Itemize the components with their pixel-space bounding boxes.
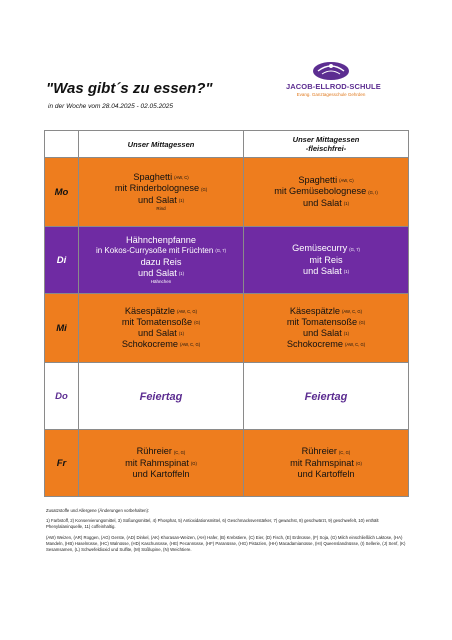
school-logo: [286, 60, 381, 102]
allergen-tag: (1): [343, 331, 349, 337]
meal-line: und Kartoffeln: [297, 468, 355, 479]
meal-line: Rühreier: [301, 446, 337, 457]
allergen-tag: (G, 7): [215, 248, 227, 254]
meal-line: Spaghetti: [133, 172, 173, 183]
allergen-tag: (AW, C, G): [180, 342, 201, 348]
meal-cell-vegetarian: [244, 430, 409, 497]
holiday-label: Feiertag: [304, 391, 348, 403]
additives-list: 1) Farbstoff, 2) Konservierungsmittel, 3) Süßungsmittel, 4) Phosphat, 5) Antioxidationsmittel, 6) Geschmacksverstärker, 7) gewachst, 8) geschwärzt, 9) geschwefelt, 10) enthält Phenylalaninquelle, 11) coffeinhaltig.: [46, 518, 379, 530]
allergen-tag: (G): [201, 186, 208, 192]
header-col-vegetarian-label: Unser Mittagessen: [292, 135, 360, 144]
table-row-di: [45, 227, 409, 294]
day-label: Mi: [45, 294, 79, 363]
meal-line: Schokocreme: [286, 339, 344, 350]
allergen-tag: (1): [343, 200, 349, 206]
allergen-tag: (AW, C): [339, 178, 354, 184]
meal-line: und Salat: [138, 328, 177, 338]
allergen-tag: (G): [194, 320, 201, 325]
meat-note: Hähnchen: [150, 278, 172, 284]
meal-line: Gemüsecurry: [292, 243, 348, 254]
allergen-tag: (1): [178, 331, 184, 337]
day-label: Mo: [45, 158, 79, 227]
meal-cell-regular: [79, 227, 244, 294]
header-col-regular: [79, 131, 244, 158]
meal-line: und Salat: [138, 194, 177, 205]
meal-line: mit Rahmspinat: [125, 457, 189, 468]
legend-intro: Zusatzstoffe und Allergene (Änderungen vorbehalten):: [46, 508, 150, 513]
meal-cell-vegetarian: [244, 227, 409, 294]
table-row-fr: [45, 430, 409, 497]
meal-cell-vegetarian: [244, 363, 409, 430]
meal-cell-regular: [79, 294, 244, 363]
meat-note: Rind: [156, 205, 166, 211]
day-label: Fr: [45, 430, 79, 497]
allergen-tag: (G): [355, 460, 362, 466]
meal-cell-regular: [79, 158, 244, 227]
allergen-tag: (C, G): [338, 449, 351, 455]
meal-line: dazu Reis: [140, 256, 182, 267]
table-row-do: [45, 363, 409, 430]
school-name: JACOB-ELLROD-SCHULE: [286, 82, 381, 91]
page-title: "Was gibt´s zu essen?": [46, 80, 213, 97]
meal-line: Rühreier: [136, 446, 172, 457]
allergen-tag: (G, I): [368, 189, 378, 195]
allergen-tag: (1): [343, 268, 349, 274]
meal-line: mit Tomatensoße: [286, 316, 358, 327]
header-empty-cell: [45, 131, 79, 158]
allergen-legend: [46, 508, 410, 557]
allergen-tag: (1): [178, 270, 184, 276]
meal-line: mit Gemüsebolognese: [274, 186, 367, 197]
meal-line: mit Tomatensoße: [121, 316, 193, 327]
header-col-vegetarian-sub: -fleischfrei-: [305, 144, 347, 153]
table-header-row: [45, 131, 409, 158]
meal-line: mit Rahmspinat: [290, 457, 354, 468]
meal-cell-regular: [79, 430, 244, 497]
header-col-regular-label: Unser Mittagessen: [127, 139, 195, 149]
meal-line: mit Rinderbolognese: [114, 183, 200, 194]
school-subtitle: Evang. Ganztagesschule Gehrden: [296, 92, 366, 97]
allergen-tag: (AW, C): [174, 175, 189, 181]
allergen-tag: (G): [190, 460, 197, 466]
meal-line: und Salat: [138, 267, 177, 278]
meal-line: Spaghetti: [298, 175, 338, 186]
table-row-mo: [45, 158, 409, 227]
allergens-list: (AW) Weizen, (AR) Roggen, (AG) Gerste, (AD) Dinkel, (AK) Khorasan-Weizen, (AH) Hafer, (B) Krebstiere, (C) Eier, (D) Fisch, (E) Erdnüsse, (F) Soja, (G) Milch einschließlich Laktose, (HA) Mandeln, (HB) Haselnüsse, (HC) Walnüsse, (HD) Kaschunüsse, (HE) Pecannüsse, (HF) Paranüsse, (HG) Pistazien, (HH) Macadamianüsse, (HI) Queenslandnüsse, (I) Sellerie, (J) Senf, (K) Sesamsamen, (L) Schwefeldioxid und Sulfite, (M) Süßlupine, (N) Weichtiere.: [46, 534, 406, 553]
allergen-tag: (1): [178, 197, 184, 203]
allergen-tag: (AW, C, G): [345, 342, 366, 348]
day-label: Do: [45, 363, 79, 430]
week-range: in der Woche vom 28.04.2025 - 02.05.2025: [48, 103, 174, 110]
meal-line: Hähnchenpfanne: [126, 235, 196, 246]
menu-table: [44, 130, 409, 497]
meal-line: und Salat: [303, 328, 342, 338]
meal-line: und Salat: [303, 265, 342, 276]
school-logo-icon: [310, 60, 352, 82]
allergen-tag: (G): [359, 320, 366, 325]
meal-line: und Kartoffeln: [132, 468, 190, 479]
meal-line: in Kokos-Currysoße mit Früchten: [95, 246, 214, 256]
meal-line: Käsespätzle: [124, 305, 175, 316]
day-label: Di: [45, 227, 79, 294]
allergen-tag: (C, G): [173, 449, 186, 455]
meal-cell-vegetarian: [244, 294, 409, 363]
meal-line: Käsespätzle: [289, 305, 340, 316]
table-row-mi: [45, 294, 409, 363]
header-col-vegetarian: [244, 131, 409, 158]
meal-line: und Salat: [303, 197, 342, 208]
meal-line: mit Reis: [309, 254, 343, 265]
holiday-label: Feiertag: [139, 391, 183, 403]
meal-cell-vegetarian: [244, 158, 409, 227]
allergen-tag: (G, 7): [349, 246, 360, 252]
allergen-tag: (AW, C, G): [176, 308, 198, 314]
meal-cell-regular: [79, 363, 244, 430]
allergen-tag: (AW, C, G): [341, 308, 363, 314]
meal-line: Schokocreme: [121, 339, 179, 350]
